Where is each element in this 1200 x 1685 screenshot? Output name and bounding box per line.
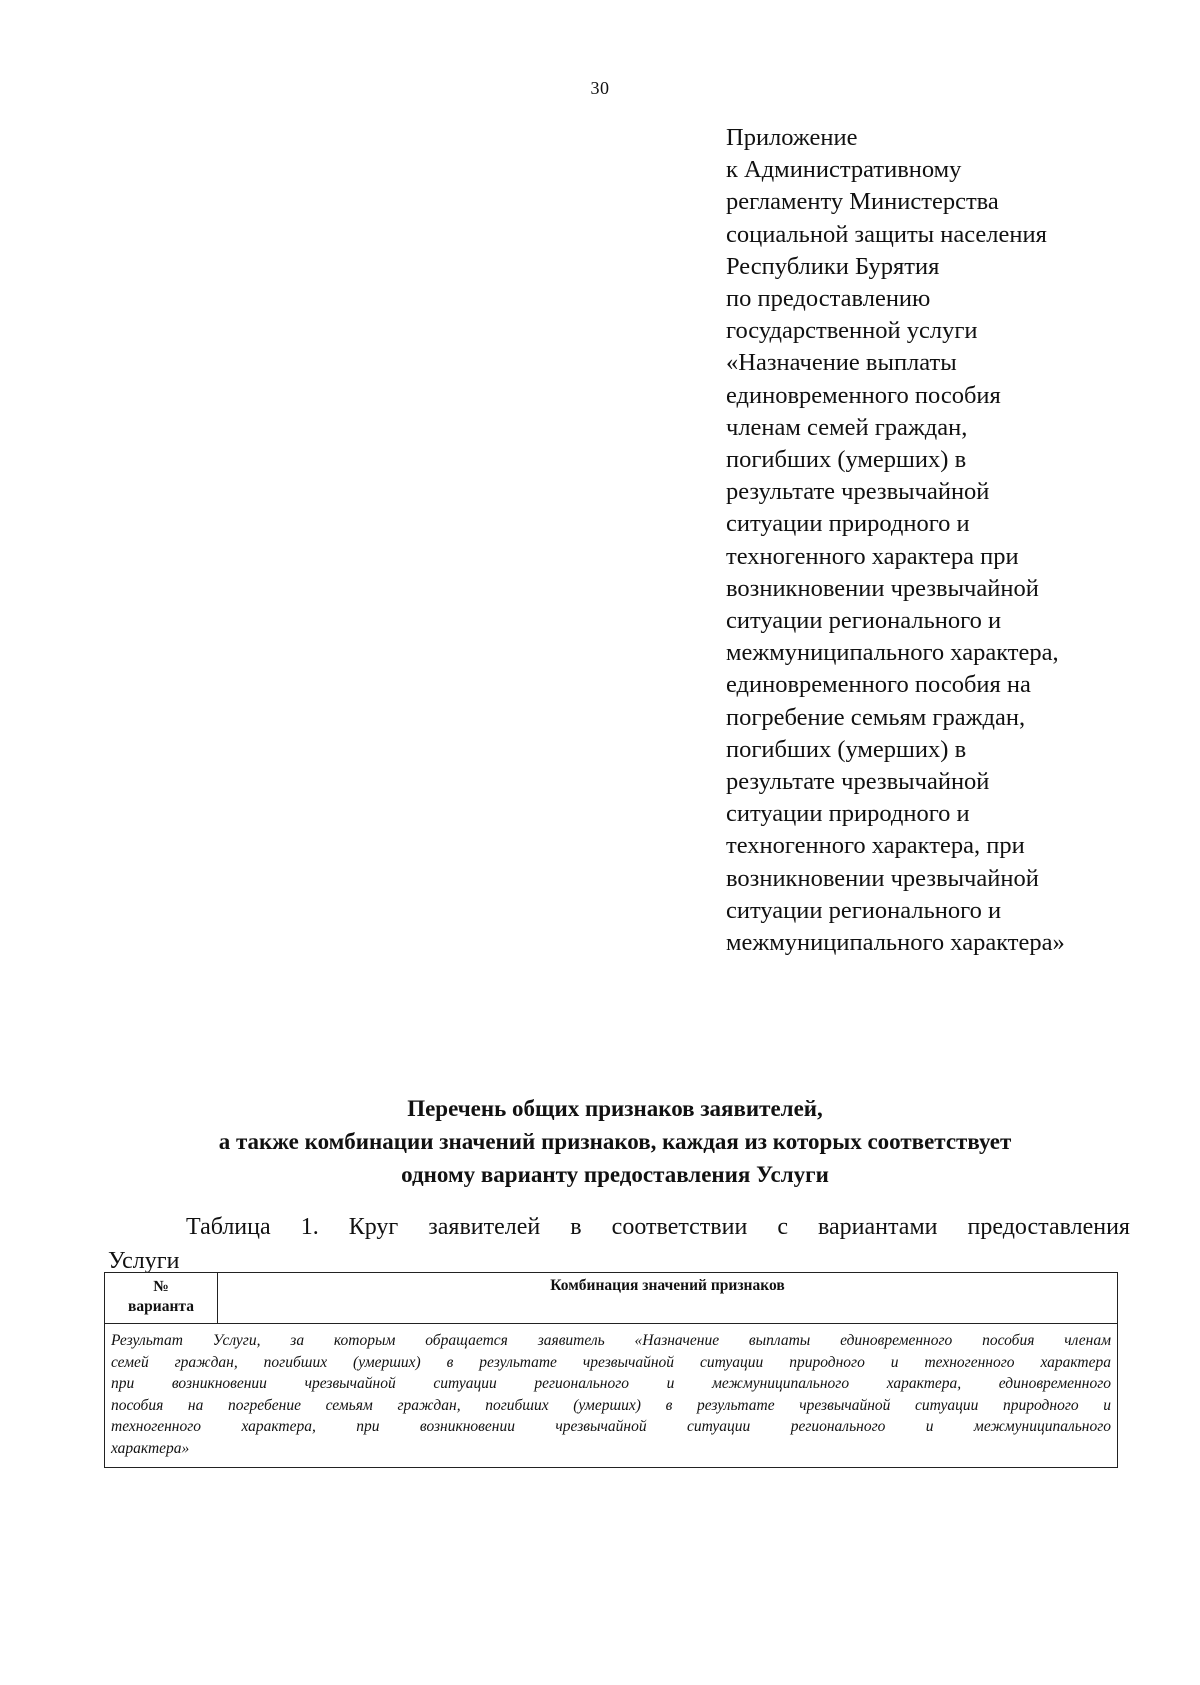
appendix-line: возникновении чрезвычайной	[726, 574, 1039, 602]
appendix-line: по предоставлению	[726, 285, 931, 313]
caption-word: в	[570, 1214, 582, 1240]
caption-word: вариантами	[818, 1214, 938, 1240]
heading-line: Перечень общих признаков заявителей,	[407, 1096, 823, 1121]
appendix-line: техногенного характера, при	[726, 832, 1025, 860]
column-header-variant-number	[105, 1273, 218, 1324]
result-line: при возникновении чрезвычайной ситуации регионального и межмуниципального характера, единовременного	[111, 1375, 1111, 1392]
appendix-line: погибших (умерших) в	[726, 446, 967, 474]
appendix-line: к Административному	[726, 156, 962, 184]
appendix-line: погибших (умерших) в	[726, 735, 967, 763]
section-heading	[100, 1092, 1130, 1191]
heading-line: одному варианту предоставления Услуги	[401, 1162, 829, 1187]
column-header-number-sign: №	[153, 1278, 169, 1295]
result-cell	[105, 1324, 1118, 1468]
appendix-line: ситуации регионального и	[726, 896, 1002, 924]
appendix-line: ситуации природного и	[726, 800, 970, 828]
column-header-combination: Комбинация значений признаков	[218, 1273, 1118, 1324]
result-line: характера»	[111, 1439, 190, 1457]
heading-line: а также комбинации значений признаков, каждая из которых соответствует	[218, 1129, 1012, 1154]
caption-word: 1.	[300, 1214, 319, 1240]
caption-line	[108, 1210, 1130, 1244]
appendix-line: возникновении чрезвычайной	[726, 864, 1039, 892]
appendix-line: социальной защиты населения	[726, 220, 1047, 248]
appendix-line: членам семей граждан,	[726, 413, 968, 441]
appendix-line: ситуации регионального и	[726, 607, 1002, 635]
table-caption	[108, 1210, 1130, 1278]
caption-word: заявителей	[428, 1214, 541, 1240]
column-header-variant-label: варианта	[128, 1298, 194, 1315]
appendix-line: техногенного характера при	[726, 542, 1019, 570]
result-line: Результат Услуги, за которым обращается заявитель «Назначение выплаты единовременного пособия членам	[111, 1332, 1111, 1349]
appendix-line: регламенту Министерства	[726, 188, 999, 216]
appendix-line: межмуниципального характера»	[726, 929, 1065, 957]
caption-word: Таблица	[186, 1214, 271, 1240]
page-number: 30	[590, 78, 610, 98]
appendix-line: ситуации природного и	[726, 510, 970, 538]
caption-word: Круг	[348, 1214, 399, 1240]
appendix-line: единовременного пособия на	[726, 671, 1031, 699]
result-line: техногенного характера, при возникновении чрезвычайной ситуации регионального и межмуниципального	[111, 1418, 1111, 1435]
variants-table	[104, 1272, 1118, 1468]
caption-word: с	[777, 1214, 788, 1240]
appendix-block	[726, 122, 1166, 959]
caption-word: предоставления	[967, 1214, 1130, 1240]
caption-line: Услуги	[108, 1248, 180, 1274]
caption-word: соответствии	[611, 1214, 748, 1240]
appendix-line: межмуниципального характера,	[726, 639, 1059, 667]
appendix-line: Приложение	[726, 124, 858, 151]
result-line: семей граждан, погибших (умерших) в результате чрезвычайной ситуации природного и техногенного характера	[111, 1353, 1111, 1371]
appendix-line: «Назначение выплаты	[726, 349, 957, 377]
table-row	[105, 1324, 1118, 1468]
appendix-line: результате чрезвычайной	[726, 768, 990, 796]
result-line: пособия на погребение семьям граждан, погибших (умерших) в результате чрезвычайной ситуации природного и	[111, 1396, 1111, 1414]
appendix-line: государственной услуги	[726, 317, 978, 345]
appendix-line: Республики Бурятия	[726, 252, 940, 280]
appendix-line: погребение семьям граждан,	[726, 703, 1026, 731]
appendix-line: результате чрезвычайной	[726, 478, 990, 506]
table-header-row	[105, 1273, 1118, 1324]
appendix-line: единовременного пособия	[726, 381, 1001, 409]
